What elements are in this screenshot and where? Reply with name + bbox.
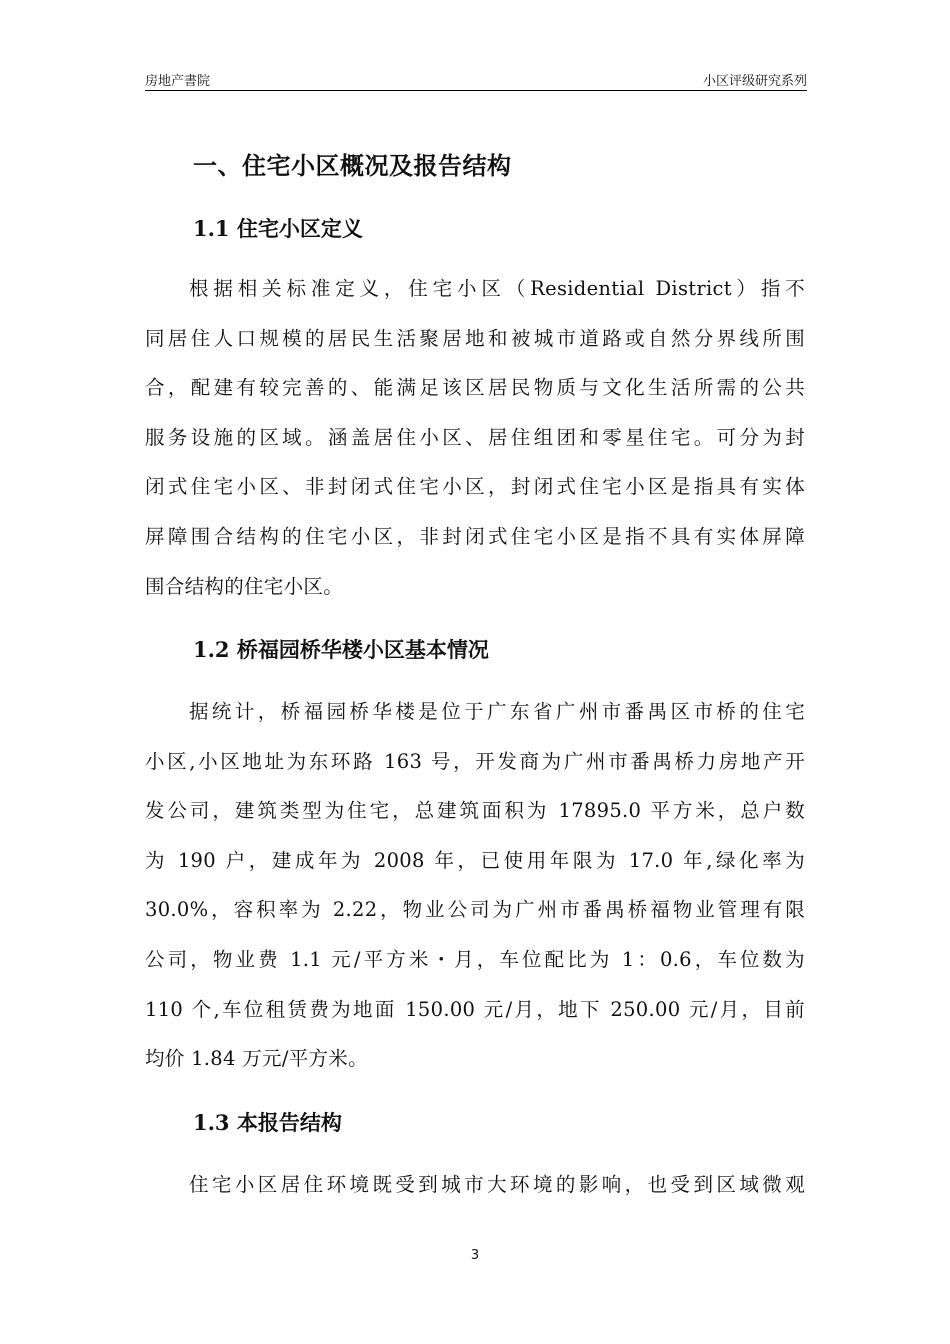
paragraph-line: 小区,小区地址为东环路 163 号，开发商为广州市番禺桥力房地产开 xyxy=(145,749,805,773)
paragraph-line: 为 190 户，建成年为 2008 年，已使用年限为 17.0 年,绿化率为 xyxy=(145,848,805,872)
paragraph-line: 30.0%，容积率为 2.22，物业公司为广州市番禺桥福物业管理有限 xyxy=(145,898,805,922)
paragraph-line: 服务设施的区域。涵盖居住小区、居住组团和零星住宅。可分为封 xyxy=(145,425,805,449)
paragraph-line: 围合结构的住宅小区。 xyxy=(145,574,344,598)
section-title: 一、住宅小区概况及报告结构 xyxy=(193,151,512,180)
paragraph-line: 公司，物业费 1.1 元/平方米・月，车位配比为 1：0.6，车位数为 xyxy=(145,947,805,971)
paragraph-line: 发公司，建筑类型为住宅，总建筑面积为 17895.0 平方米，总户数 xyxy=(145,799,805,823)
paragraph-line: 住宅小区居住环境既受到城市大环境的影响，也受到区域微观 xyxy=(189,1173,805,1196)
subsection-title-1-1: 1.1 住宅小区定义 xyxy=(193,216,363,241)
subsection-title-1-2: 1.2 桥福园桥华楼小区基本情况 xyxy=(193,637,489,662)
paragraph-definition xyxy=(145,264,805,611)
page-header xyxy=(145,68,807,91)
subsection-title-1-3: 1.3 本报告结构 xyxy=(193,1110,342,1135)
paragraph-line: 闭式住宅小区、非封闭式住宅小区，封闭式住宅小区是指具有实体 xyxy=(145,475,805,499)
paragraph-line: 据统计，桥福园桥华楼是位于广东省广州市番禺区市桥的住宅 xyxy=(189,700,805,723)
paragraph-line: 屏障围合结构的住宅小区，非封闭式住宅小区是指不具有实体屏障 xyxy=(145,524,805,548)
paragraph-line: 根据相关标准定义，住宅小区（Residential District）指不 xyxy=(189,277,805,300)
page-number: 3 xyxy=(470,1248,480,1263)
paragraph-line: 110 个,车位租赁费为地面 150.00 元/月，地下 250.00 元/月，目前 xyxy=(145,997,805,1021)
paragraph-line: 同居住人口规模的居民生活聚居地和被城市道路或自然分界线所围 xyxy=(145,326,805,350)
header-left-text: 房地产書院 xyxy=(145,74,211,89)
paragraph-basic-info xyxy=(145,687,805,1084)
paragraph-line: 均价 1.84 万元/平方米。 xyxy=(145,1047,368,1071)
header-right-text: 小区评级研究系列 xyxy=(702,74,807,89)
paragraph-structure xyxy=(145,1160,805,1210)
paragraph-line: 合，配建有较完善的、能满足该区居民物质与文化生活所需的公共 xyxy=(145,376,805,400)
